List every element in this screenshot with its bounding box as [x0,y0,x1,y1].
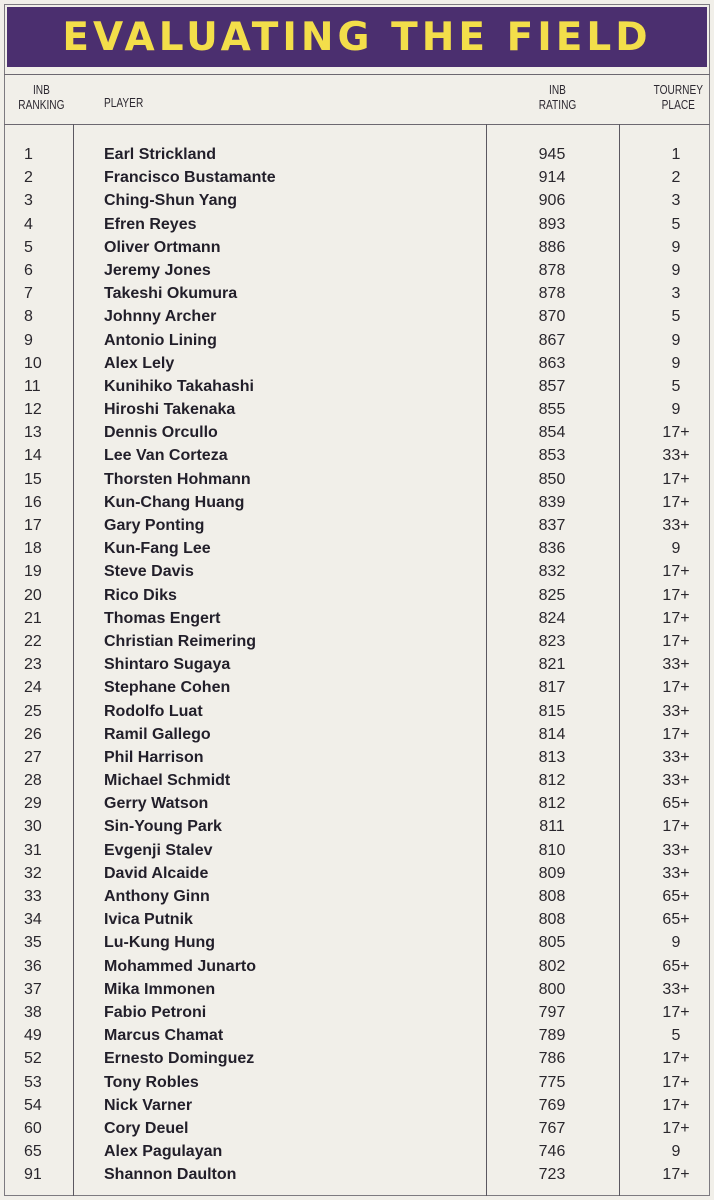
place-cell: 17+ [662,1073,690,1091]
place-cell: 9 [671,934,681,952]
rating-cell: 808 [538,911,566,929]
rating-cell: 832 [538,563,566,581]
player-cell: Gary Ponting [104,517,205,534]
rating-cell: 836 [538,540,566,558]
rating-cell: 886 [538,238,566,256]
table-row [0,189,714,212]
rating-cell: 839 [538,493,566,511]
place-cell: 9 [671,331,681,349]
player-cell: Mohammed Junarto [104,957,257,975]
player-cell: Ramil Gallego [104,725,211,743]
player-cell: Ernesto Dominguez [104,1050,255,1068]
player-cell: Takeshi Okumura [104,285,238,303]
place-cell: 17+ [662,818,690,836]
player-cell: Marcus Chamat [104,1027,224,1045]
player-cell: Anthony Ginn [104,888,210,905]
player-cell: Alex Pagulayan [104,1143,223,1161]
rank-cell: 11 [24,377,41,395]
rating-cell: 857 [538,377,566,395]
rank-cell: 23 [24,656,42,674]
table-row [0,630,714,653]
rank-cell: 21 [24,609,42,627]
player-cell: Hiroshi Takenaka [104,401,236,419]
rating-cell: 823 [538,632,566,650]
rating-cell: 906 [538,192,566,210]
place-cell: 33+ [662,748,690,766]
rating-cell: 815 [538,702,566,720]
rating-cell: 837 [538,517,566,534]
table-row [0,444,714,467]
table-row [0,468,714,491]
player-cell: Shintaro Sugaya [104,656,231,674]
place-cell: 65+ [662,888,690,905]
table-row [0,352,714,375]
rank-cell: 5 [24,238,33,256]
place-cell: 33+ [662,864,690,882]
rank-cell: 20 [24,586,42,604]
rank-cell: 33 [24,888,42,905]
rank-cell: 54 [24,1096,42,1114]
place-cell: 17+ [662,470,690,488]
table-row [0,236,714,259]
player-cell: Lu-Kung Hung [104,934,216,952]
place-cell: 3 [671,285,681,303]
player-cell: Oliver Ortmann [104,238,221,256]
table-row [0,143,714,166]
player-cell: Kunihiko Takahashi [104,377,254,395]
rating-cell: 810 [538,841,566,859]
place-cell: 17+ [662,1166,690,1184]
place-cell: 5 [671,308,681,326]
table-row [0,421,714,444]
rank-cell: 12 [24,401,42,419]
rank-cell: 4 [24,215,33,233]
rank-cell: 18 [24,540,42,558]
rating-cell: 723 [538,1166,566,1184]
place-cell: 17+ [662,679,690,697]
rank-cell: 37 [24,980,42,998]
rank-cell: 8 [24,308,33,326]
table-row [0,769,714,792]
table-row [0,305,714,328]
rating-cell: 812 [538,795,566,813]
player-cell: David Alcaide [104,864,209,882]
rank-cell: 3 [24,192,33,210]
rating-cell: 789 [538,1027,566,1045]
table-row [0,514,714,537]
page-title: EVALUATING THE FIELD [62,14,652,60]
table-row [0,1071,714,1094]
player-cell: Evgenji Stalev [104,841,213,859]
rank-cell: 25 [24,702,42,720]
rating-cell: 811 [539,818,565,836]
rank-cell: 15 [24,470,42,488]
rating-cell: 808 [538,888,566,905]
table-row [0,375,714,398]
table-row [0,259,714,282]
player-cell: Rico Diks [104,586,177,604]
player-cell: Steve Davis [104,563,194,581]
player-cell: Rodolfo Luat [104,702,203,720]
place-cell: 33+ [662,447,690,465]
rating-cell: 870 [538,308,566,326]
place-cell: 5 [671,1027,681,1045]
table-row [0,746,714,769]
player-cell: Alex Lely [104,354,175,372]
place-cell: 9 [671,354,681,372]
place-cell: 17+ [662,1096,690,1114]
header-inb-ranking: INB RANKING [18,82,65,112]
rank-cell: 65 [24,1143,42,1161]
player-cell: Kun-Fang Lee [104,540,211,558]
table-row [0,537,714,560]
place-cell: 9 [671,238,681,256]
table-row [0,653,714,676]
table-row [0,329,714,352]
place-cell: 9 [671,261,681,279]
rank-cell: 28 [24,772,42,790]
rating-cell: 893 [538,215,566,233]
rating-cell: 914 [538,169,566,187]
place-cell: 17+ [662,1119,690,1137]
place-cell: 17+ [662,424,690,442]
rating-cell: 821 [538,656,566,674]
table-row [0,1117,714,1140]
table-row [0,1140,714,1163]
header-tourney-place: TOURNEY PLACE [653,82,703,112]
player-cell: Fabio Petroni [104,1003,207,1021]
player-cell: Ivica Putnik [104,911,193,929]
table-row [0,607,714,630]
table-row [0,1024,714,1047]
rating-cell: 802 [538,957,566,975]
rating-cell: 867 [538,331,566,349]
player-cell: Jeremy Jones [104,261,211,279]
table-row [0,166,714,189]
table-row [0,700,714,723]
rating-cell: 746 [538,1143,566,1161]
rating-cell: 824 [538,609,566,627]
place-cell: 17+ [662,1050,690,1068]
rating-cell: 825 [538,586,566,604]
player-cell: Gerry Watson [104,795,209,813]
player-cell: Earl Strickland [104,146,217,163]
rank-cell: 19 [24,563,42,581]
rank-cell: 49 [24,1027,42,1045]
player-cell: Shannon Daulton [104,1166,237,1184]
place-cell: 33+ [662,980,690,998]
table-row [0,1094,714,1117]
rank-cell: 27 [24,748,42,766]
rank-cell: 31 [24,841,42,859]
table-row [0,676,714,699]
rank-cell: 60 [24,1119,42,1137]
player-cell: Antonio Lining [104,331,217,349]
rating-cell: 878 [538,261,566,279]
place-cell: 17+ [662,493,690,511]
player-cell: Johnny Archer [104,308,217,326]
rating-cell: 850 [538,470,566,488]
place-cell: 17+ [662,563,690,581]
title-banner [7,7,707,67]
rank-cell: 35 [24,934,42,952]
table-row [0,839,714,862]
place-cell: 17+ [662,1003,690,1021]
table-row [0,792,714,815]
rating-cell: 813 [538,748,566,766]
player-cell: Kun-Chang Huang [104,493,245,511]
place-cell: 9 [671,1143,681,1161]
rank-cell: 10 [24,354,42,372]
header-player: PLAYER [104,95,144,110]
rating-cell: 805 [538,934,566,952]
rank-cell: 17 [24,517,42,534]
player-cell: Christian Reimering [104,632,257,650]
table-row [0,560,714,583]
rank-cell: 36 [24,957,42,975]
place-cell: 17+ [662,586,690,604]
place-cell: 65+ [662,957,690,975]
player-cell: Nick Varner [104,1096,193,1114]
table-row [0,815,714,838]
place-cell: 33+ [662,517,690,534]
rating-cell: 767 [538,1119,566,1137]
table-row [0,723,714,746]
rank-cell: 91 [24,1166,42,1184]
rank-cell: 9 [24,331,33,349]
rating-cell: 853 [538,447,566,465]
table-row [0,978,714,1001]
rating-cell: 814 [538,725,566,743]
table-row [0,491,714,514]
place-cell: 1 [671,146,681,163]
place-cell: 9 [671,401,681,419]
table-row [0,1163,714,1186]
rating-cell: 800 [538,980,566,998]
player-cell: Thomas Engert [104,609,221,627]
rank-cell: 34 [24,911,42,929]
rank-cell: 52 [24,1050,42,1068]
table-row [0,584,714,607]
rating-cell: 878 [538,285,566,303]
rank-cell: 30 [24,818,42,836]
rank-cell: 53 [24,1073,42,1091]
table-row [0,1047,714,1070]
header-top-rule [4,74,710,75]
table-row [0,213,714,236]
place-cell: 17+ [662,632,690,650]
rating-cell: 812 [538,772,566,790]
place-cell: 65+ [662,911,690,929]
player-cell: Mika Immonen [104,980,216,998]
rank-cell: 1 [24,146,33,163]
table-row [0,931,714,954]
player-cell: Lee Van Corteza [104,447,228,465]
place-cell: 9 [671,540,681,558]
rank-cell: 14 [24,447,42,465]
header-bottom-rule [4,124,710,125]
rating-cell: 817 [538,679,566,697]
rank-cell: 26 [24,725,42,743]
rank-cell: 2 [24,169,33,187]
rank-cell: 24 [24,679,42,697]
rating-cell: 786 [538,1050,566,1068]
place-cell: 17+ [662,725,690,743]
rating-cell: 797 [538,1003,566,1021]
table-row [0,862,714,885]
rank-cell: 38 [24,1003,42,1021]
rating-cell: 945 [538,146,566,163]
rank-cell: 32 [24,864,42,882]
player-cell: Cory Deuel [104,1119,189,1137]
rank-cell: 22 [24,632,42,650]
place-cell: 5 [671,215,681,233]
player-cell: Michael Schmidt [104,772,231,790]
rank-cell: 29 [24,795,42,813]
table-row [0,1001,714,1024]
player-cell: Ching-Shun Yang [104,192,238,210]
rank-cell: 16 [24,493,42,511]
rank-cell: 7 [24,285,33,303]
player-table-body [0,143,714,1186]
rating-cell: 769 [538,1096,566,1114]
table-row [0,955,714,978]
place-cell: 33+ [662,656,690,674]
player-cell: Thorsten Hohmann [104,470,251,488]
place-cell: 17+ [662,609,690,627]
rating-cell: 809 [538,864,566,882]
place-cell: 33+ [662,841,690,859]
place-cell: 33+ [662,772,690,790]
rating-cell: 855 [538,401,566,419]
player-cell: Tony Robles [104,1073,199,1091]
place-cell: 33+ [662,702,690,720]
place-cell: 2 [671,169,681,187]
place-cell: 3 [671,192,681,210]
player-cell: Sin-Young Park [104,818,222,836]
player-cell: Dennis Orcullo [104,424,218,442]
table-row [0,908,714,931]
table-row [0,282,714,305]
player-cell: Efren Reyes [104,215,197,233]
rating-cell: 863 [538,354,566,372]
player-cell: Phil Harrison [104,748,204,766]
table-row [0,398,714,421]
player-cell: Stephane Cohen [104,679,231,697]
header-inb-rating: INB RATING [538,82,577,112]
table-row [0,885,714,908]
player-cell: Francisco Bustamante [104,169,276,187]
rank-cell: 13 [24,424,42,442]
rating-cell: 775 [538,1073,566,1091]
rank-cell: 6 [24,261,33,279]
place-cell: 5 [671,377,681,395]
place-cell: 65+ [662,795,690,813]
rating-cell: 854 [538,424,566,442]
